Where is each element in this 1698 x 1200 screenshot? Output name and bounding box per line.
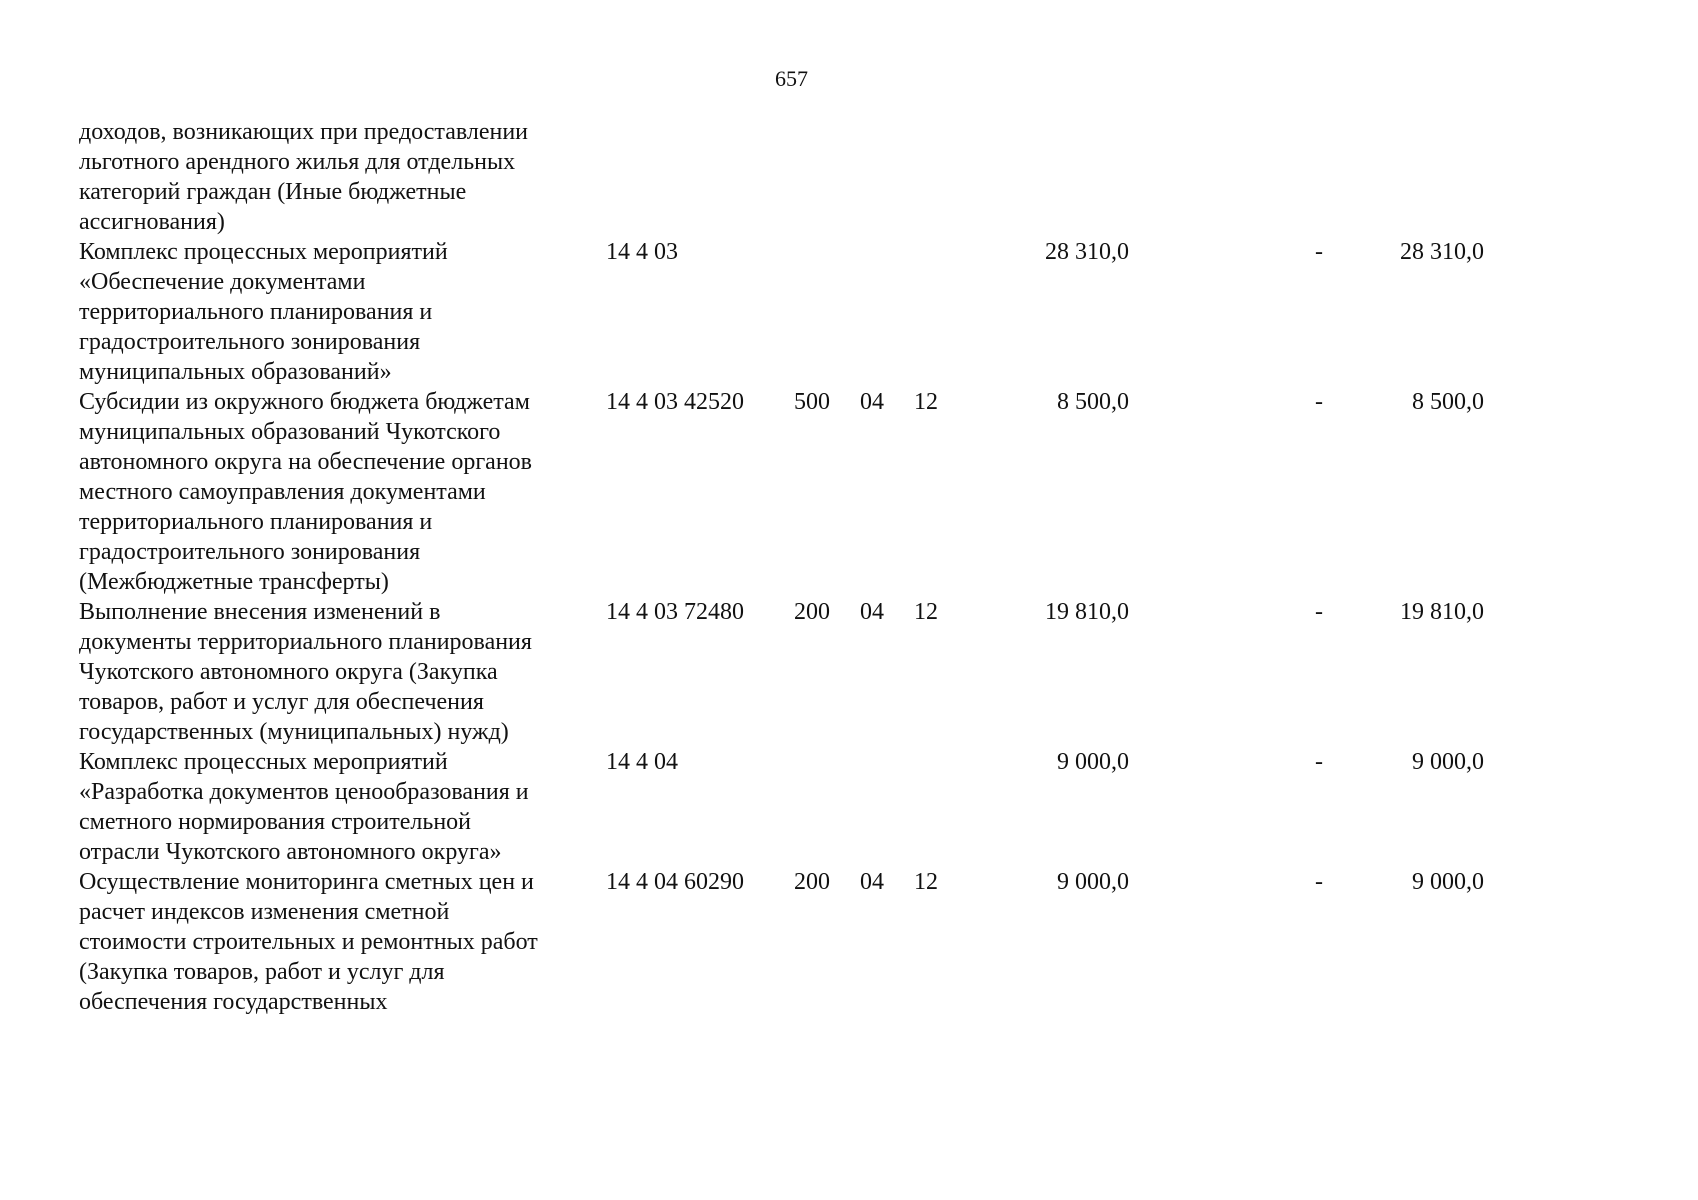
approved-amount: 8 500,0 xyxy=(1057,389,1129,415)
table-row xyxy=(79,867,1499,1017)
description-line: Осуществление мониторинга сметных цен и xyxy=(79,869,534,895)
table-row xyxy=(79,117,1499,237)
description-line: льготного арендного жилья для отдельных xyxy=(79,149,516,175)
section-code: 04 xyxy=(860,389,884,415)
page-number: 657 xyxy=(775,66,808,91)
total-amount: 28 310,0 xyxy=(1400,239,1484,265)
section-code: 04 xyxy=(860,599,884,625)
change-amount: - xyxy=(1315,869,1323,895)
description-line: муниципальных образований Чукотского xyxy=(79,419,501,445)
description-line: местного самоуправления документами xyxy=(79,479,486,505)
description-line: Комплекс процессных мероприятий xyxy=(79,239,448,265)
description-line: доходов, возникающих при предоставлении xyxy=(79,119,529,145)
row-description xyxy=(79,597,589,747)
description-line: территориального планирования и xyxy=(79,509,433,535)
description-line: «Обеспечение документами xyxy=(79,269,366,295)
subsection-code: 12 xyxy=(914,389,938,415)
description-line: Комплекс процессных мероприятий xyxy=(79,749,448,775)
change-amount: - xyxy=(1315,239,1323,265)
change-amount: - xyxy=(1315,599,1323,625)
description-line: «Разработка документов ценообразования и xyxy=(79,779,529,805)
description-line: градостроительного зонирования xyxy=(79,539,421,565)
program-code: 14 4 03 xyxy=(606,239,678,265)
table-row xyxy=(79,237,1499,387)
total-amount: 9 000,0 xyxy=(1412,749,1484,775)
row-description xyxy=(79,237,589,387)
expense-type-code: 500 xyxy=(794,389,830,415)
description-line: территориального планирования и xyxy=(79,299,433,325)
description-line: Чукотского автономного округа (Закупка xyxy=(79,659,498,685)
approved-amount: 9 000,0 xyxy=(1057,749,1129,775)
total-amount: 8 500,0 xyxy=(1412,389,1484,415)
approved-amount: 19 810,0 xyxy=(1045,599,1129,625)
subsection-code: 12 xyxy=(914,869,938,895)
program-code: 14 4 03 42520 xyxy=(606,389,744,415)
subsection-code: 12 xyxy=(914,599,938,625)
description-line: ассигнования) xyxy=(79,209,225,235)
expense-type-code: 200 xyxy=(794,869,830,895)
total-amount: 9 000,0 xyxy=(1412,869,1484,895)
description-line: отрасли Чукотского автономного округа» xyxy=(79,839,502,865)
change-amount: - xyxy=(1315,749,1323,775)
row-description xyxy=(79,867,589,1017)
description-line: сметного нормирования строительной xyxy=(79,809,472,835)
description-line: (Межбюджетные трансферты) xyxy=(79,569,389,595)
description-line: градостроительного зонирования xyxy=(79,329,421,355)
description-line: обеспечения государственных xyxy=(79,989,388,1015)
description-line: стоимости строительных и ремонтных работ xyxy=(79,929,538,955)
expense-type-code: 200 xyxy=(794,599,830,625)
program-code: 14 4 03 72480 xyxy=(606,599,744,625)
section-code: 04 xyxy=(860,869,884,895)
total-amount: 19 810,0 xyxy=(1400,599,1484,625)
approved-amount: 9 000,0 xyxy=(1057,869,1129,895)
budget-table xyxy=(79,117,1499,1017)
table-row xyxy=(79,747,1499,867)
description-line: документы территориального планирования xyxy=(79,629,532,655)
description-line: автономного округа на обеспечение органов xyxy=(79,449,532,475)
description-line: категорий граждан (Иные бюджетные xyxy=(79,179,467,205)
program-code: 14 4 04 xyxy=(606,749,678,775)
approved-amount: 28 310,0 xyxy=(1045,239,1129,265)
description-line: муниципальных образований» xyxy=(79,359,392,385)
table-row xyxy=(79,387,1499,597)
table-row xyxy=(79,597,1499,747)
description-line: расчет индексов изменения сметной xyxy=(79,899,450,925)
row-description xyxy=(79,387,589,597)
description-line: государственных (муниципальных) нужд) xyxy=(79,719,509,745)
row-description xyxy=(79,747,589,867)
description-line: Субсидии из окружного бюджета бюджетам xyxy=(79,389,530,415)
row-description xyxy=(79,117,589,237)
change-amount: - xyxy=(1315,389,1323,415)
description-line: Выполнение внесения изменений в xyxy=(79,599,441,625)
program-code: 14 4 04 60290 xyxy=(606,869,744,895)
description-line: (Закупка товаров, работ и услуг для xyxy=(79,959,445,985)
description-line: товаров, работ и услуг для обеспечения xyxy=(79,689,484,715)
